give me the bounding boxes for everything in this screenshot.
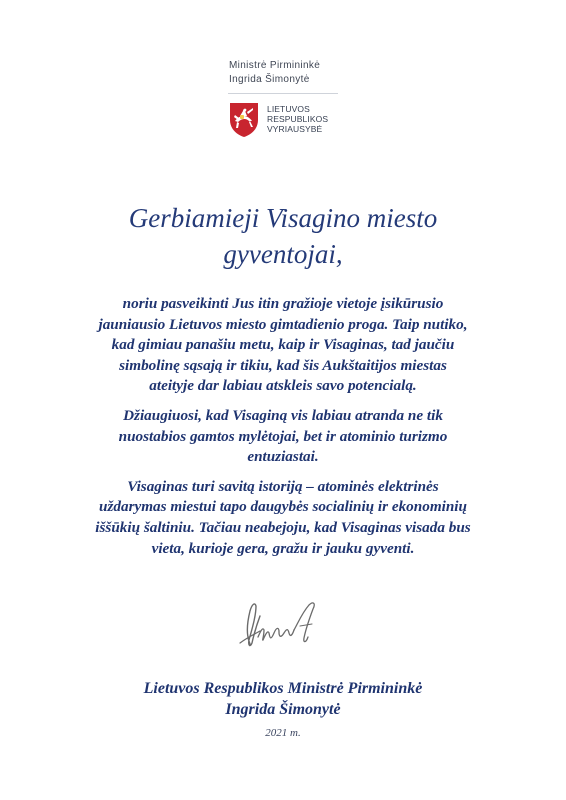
closing-title: Lietuvos Respublikos Ministrė Pirmininkė	[143, 680, 423, 697]
letter-salutation	[95, 200, 471, 272]
header-divider	[228, 93, 338, 94]
government-name-line-2: RESPUBLIKOS	[267, 114, 329, 124]
salutation-line-2: gyventojai,	[223, 239, 343, 269]
letter-year: 2021 m.	[265, 727, 301, 739]
handwritten-signature-icon	[236, 595, 324, 657]
letter-closing	[95, 678, 471, 720]
body-paragraph-2: Džiaugiuosi, kad Visaginą vis labiau atranda ne tik nuostabios gamtos mylėtojai, bet ir atominio turizmo entuziastai.	[118, 406, 448, 466]
minister-heading	[229, 59, 369, 87]
letter-body	[95, 294, 471, 568]
body-paragraph-3: Visaginas turi savitą istoriją – atominės elektrinės uždarymas miestui tapo daugybės socialinių ir ekonominių iššūkių šaltiniu. Tačiau neabejoju, kad Visaginas visada bus vieta, kurioje gera, gražu ir jauku gyventi.	[95, 477, 471, 557]
closing-name: Ingrida Šimonytė	[225, 701, 341, 718]
minister-name: Ingrida Šimonytė	[229, 74, 310, 85]
minister-title: Ministrė Pirmininkė	[229, 60, 321, 71]
government-name	[267, 104, 328, 134]
body-paragraph-1: noriu pasveikinti Jus itin gražioje vietoje įsikūrusio jauniausio Lietuvos miesto gimtadienio proga. Taip nutiko, kad gimiau panašiu metu, kaip ir Visaginas, tad jaučiu simbolinę sąsają ir tikiu, kad šis Aukštaitijos miestas ateityje dar labiau atskleis savo potencialą.	[98, 295, 468, 395]
salutation-line-1: Gerbiamieji Visagino miesto	[128, 203, 438, 233]
lithuanian-coat-of-arms-icon	[229, 102, 259, 138]
government-name-line-3: VYRIAUSYBĖ	[267, 124, 323, 134]
government-name-line-1: LIETUVOS	[267, 104, 310, 114]
